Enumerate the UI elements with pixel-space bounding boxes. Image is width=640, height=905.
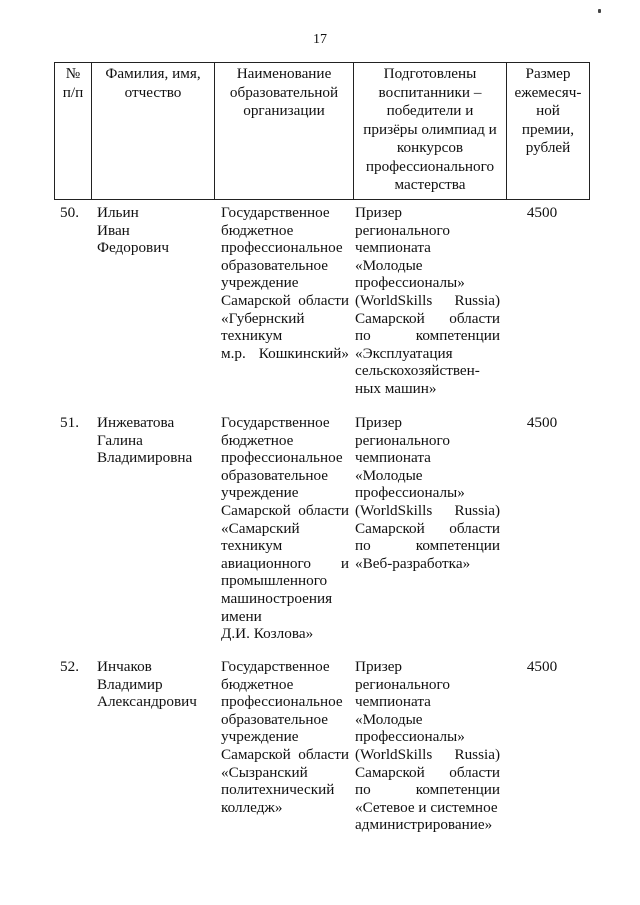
scan-speck (598, 9, 601, 13)
text-word: области (298, 501, 349, 519)
text-line: мастерства (394, 176, 466, 193)
text-line: регионального (355, 675, 450, 693)
header-cell-achievement (354, 63, 507, 200)
text-line: воспитанники – (378, 83, 482, 101)
text-line: «Молодые (355, 256, 423, 274)
record-number: 51. (60, 414, 79, 431)
header-number-lines (55, 63, 91, 102)
text-line: Размер (525, 65, 571, 82)
text-line: машиностроения (221, 589, 333, 607)
text-line: профессионалы» (355, 274, 465, 292)
text-word: Russia) (454, 501, 500, 519)
text-line: ной (536, 102, 560, 119)
text-line (221, 555, 349, 573)
record-full-name (97, 204, 215, 257)
text-line: профессионального (365, 157, 495, 175)
record-amount: 4500 (526, 414, 558, 431)
page-number: 17 (313, 32, 327, 47)
text-line: учреждение (221, 484, 299, 502)
text-word: (WorldSkills (355, 501, 433, 519)
record-organization (221, 414, 349, 643)
text-line (355, 764, 500, 782)
text-word: м.р. (221, 344, 246, 362)
text-line (221, 746, 349, 764)
text-line: рублей (525, 139, 571, 156)
text-line: профессиональное (221, 239, 343, 257)
text-line: образовательное (221, 710, 329, 728)
text-line: «Сызранский (221, 763, 308, 781)
text-word: Самарской (355, 309, 425, 327)
text-word: Самарской (355, 763, 425, 781)
text-line (355, 310, 500, 328)
text-line (355, 746, 500, 764)
text-line: п/п (62, 83, 84, 101)
text-word: области (449, 519, 500, 537)
text-line: Фамилия, имя, (105, 65, 201, 82)
text-line: Ильин (97, 204, 139, 221)
text-line: политехнический (221, 781, 335, 799)
text-line: Инчаков (97, 658, 152, 675)
text-word: Самарской (221, 501, 291, 519)
text-line: Иван (97, 221, 130, 239)
text-word: Самарской (221, 291, 291, 309)
text-line: чемпионата (355, 239, 431, 257)
text-word: компетенции (415, 781, 500, 799)
text-word: Russia) (454, 291, 500, 309)
text-line: Подготовлены (383, 65, 477, 82)
text-word: области (298, 291, 349, 309)
record-full-name (97, 658, 215, 711)
text-line: бюджетное (221, 221, 294, 239)
text-word: Самарской (221, 745, 291, 763)
text-line: регионального (355, 221, 450, 239)
text-line: регионального (355, 431, 450, 449)
text-line (221, 345, 349, 363)
text-line: победители и (386, 102, 474, 119)
text-line (355, 520, 500, 538)
text-line: профессионалы» (355, 484, 465, 502)
text-line (355, 502, 500, 520)
record-amount: 4500 (526, 204, 558, 221)
header-cell-name (92, 63, 215, 200)
text-word: авиационного (221, 554, 311, 572)
table-header (54, 62, 590, 200)
record-number: 52. (60, 658, 79, 675)
text-line: Федорович (97, 239, 169, 257)
text-line (355, 781, 500, 799)
text-word: области (449, 309, 500, 327)
text-word: Самарской (355, 519, 425, 537)
text-line: Д.И. Козлова» (221, 625, 314, 643)
text-line: чемпионата (355, 693, 431, 711)
text-line: ежемесяч- (514, 83, 582, 101)
text-line: бюджетное (221, 675, 294, 693)
text-line: организации (243, 102, 325, 119)
header-name-lines (92, 63, 214, 102)
text-line: премии, (521, 120, 575, 138)
text-word: области (449, 763, 500, 781)
record-organization (221, 204, 349, 362)
text-word: (WorldSkills (355, 745, 433, 763)
text-line: «Самарский (221, 519, 300, 537)
header-cell-organization (215, 63, 354, 200)
text-line: администрирование» (355, 816, 493, 834)
text-line: отчество (124, 83, 182, 101)
text-line: Государственное (221, 658, 330, 675)
text-line: учреждение (221, 728, 299, 746)
text-line: № (65, 65, 81, 82)
text-line: Призер (355, 658, 403, 675)
text-line: сельскохозяйствен- (355, 362, 480, 380)
record-full-name (97, 414, 215, 467)
text-line: колледж» (221, 798, 283, 816)
text-word: области (298, 745, 349, 763)
text-line: Государственное (221, 414, 330, 431)
text-line: Владимировна (97, 449, 193, 467)
text-line: образовательной (229, 83, 339, 101)
text-line: Александрович (97, 693, 197, 711)
text-line: профессионалы» (355, 728, 465, 746)
text-line: «Веб-разработка» (355, 554, 471, 572)
text-line: Галина (97, 431, 143, 449)
text-line: техникум (221, 327, 283, 345)
text-line: ных машин» (355, 379, 437, 397)
text-line (221, 292, 349, 310)
text-line (355, 537, 500, 555)
record-amount: 4500 (526, 658, 558, 675)
text-word: компетенции (415, 327, 500, 345)
text-line: техникум (221, 537, 283, 555)
text-line: Призер (355, 204, 403, 221)
text-word: по (355, 537, 371, 555)
text-word: по (355, 781, 371, 799)
text-word: компетенции (415, 537, 500, 555)
header-amount-lines (507, 63, 589, 158)
header-cell-number (55, 63, 92, 200)
text-line: Государственное (221, 204, 330, 221)
text-word: по (355, 327, 371, 345)
record-achievement (355, 414, 500, 572)
header-achievement-lines (354, 63, 506, 195)
text-line: промышленного (221, 572, 328, 590)
text-line: «Сетевое и системное (355, 798, 498, 816)
text-line: имени (221, 607, 262, 625)
text-line (355, 327, 500, 345)
text-line: «Молодые (355, 710, 423, 728)
header-cell-amount (507, 63, 590, 200)
text-word: Russia) (454, 745, 500, 763)
text-line: учреждение (221, 274, 299, 292)
text-line: «Губернский (221, 309, 305, 327)
text-word: и (340, 554, 349, 572)
record-number: 50. (60, 204, 79, 221)
text-word: (WorldSkills (355, 291, 433, 309)
text-line (221, 502, 349, 520)
text-line: Инжеватова (97, 414, 175, 431)
text-line: «Эксплуатация (355, 344, 453, 362)
text-line: Владимир (97, 675, 163, 693)
text-line: профессиональное (221, 693, 343, 711)
record-organization (221, 658, 349, 816)
header-organization-lines (215, 63, 353, 121)
text-line: бюджетное (221, 431, 294, 449)
text-line: образовательное (221, 466, 329, 484)
text-line: чемпионата (355, 449, 431, 467)
text-line (355, 292, 500, 310)
text-line: Призер (355, 414, 403, 431)
text-line: Наименование (236, 65, 332, 82)
text-line: «Молодые (355, 466, 423, 484)
text-line: профессиональное (221, 449, 343, 467)
record-achievement (355, 204, 500, 398)
text-line: призёры олимпиад и (363, 120, 497, 138)
record-achievement (355, 658, 500, 834)
text-line: конкурсов (396, 139, 464, 156)
text-line: образовательное (221, 256, 329, 274)
text-word: Кошкинский» (258, 344, 349, 362)
